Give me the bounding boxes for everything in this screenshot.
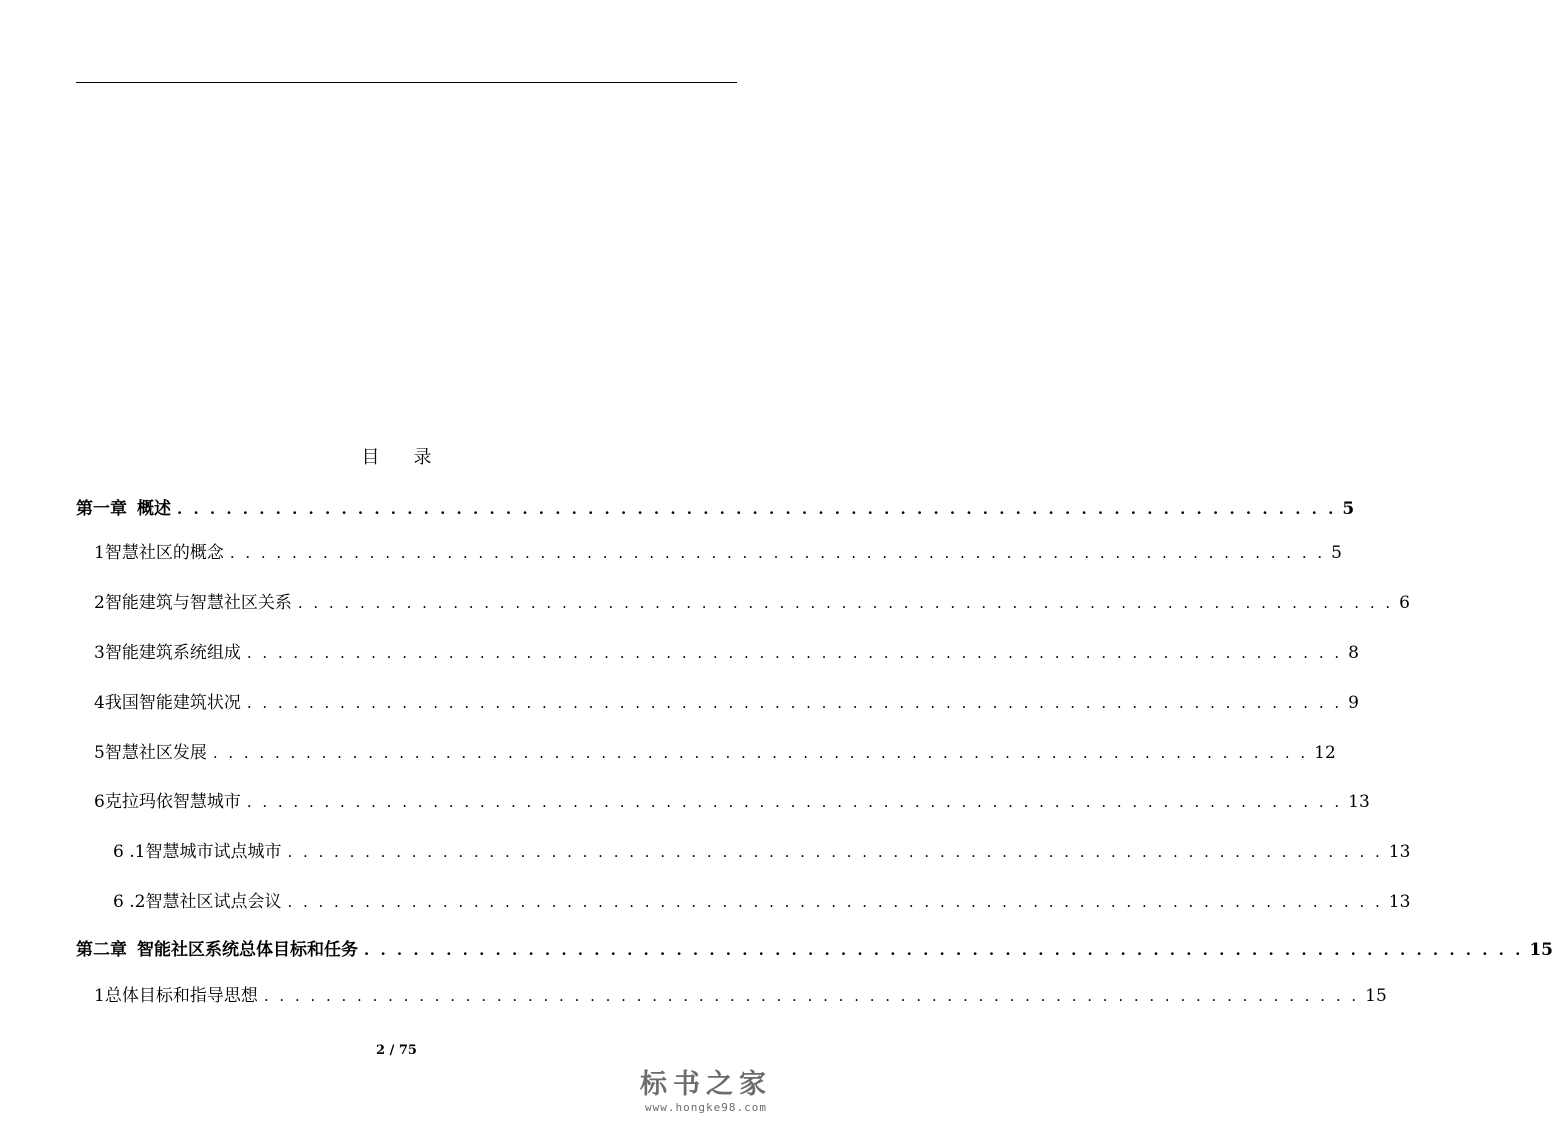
toc-entry-number: 3 — [94, 643, 105, 663]
toc-entry-number: 第二章 — [76, 940, 127, 960]
toc-leader: . . . . . . . . . . . . . . . . . . . . . . . . . . . . . . . . . . . . . . . . . . . . . . . . . . . . . . . . . . . . . . . . . . . . . . . — [212, 744, 1309, 762]
toc-entry-number: 5 — [94, 743, 105, 763]
toc-entry-page: 15 — [1529, 940, 1553, 960]
toc-entry-number: 2 — [94, 593, 105, 613]
toc-entry-section-6[interactable] — [94, 787, 1370, 812]
toc-leader: . . . . . . . . . . . . . . . . . . . . . . . . . . . . . . . . . . . . . . . . . . . . . . . . . . . . . . . . . . . . . . . . . . . . . . . — [287, 843, 1383, 861]
watermark-url: www.hongke98.com — [645, 1101, 767, 1114]
toc-entry-label: 智慧社区试点会议 — [145, 892, 282, 912]
toc-entry-label: 智慧城市试点城市 — [145, 842, 282, 862]
toc-entry-label: 总体目标和指导思想 — [104, 986, 258, 1006]
toc-entry-subsection-6-1[interactable] — [113, 837, 1411, 862]
toc-entry-number: 6 .1 — [113, 842, 146, 862]
toc-entry-number: 6 .2 — [113, 892, 146, 912]
toc-entry-number: 1 — [94, 986, 105, 1006]
toc-leader: . . . . . . . . . . . . . . . . . . . . . . . . . . . . . . . . . . . . . . . . . . . . . . . . . . . . . . . . . . . . . . . . . . . . . . . — [177, 500, 1337, 518]
toc-entry-page: 12 — [1314, 743, 1336, 763]
toc-entry-chapter-2-section-1[interactable] — [94, 981, 1387, 1006]
toc-title — [0, 443, 793, 469]
toc-entry-label: 克拉玛依智慧城市 — [104, 792, 241, 812]
toc-entry-number: 4 — [94, 693, 105, 713]
toc-entry-number: 第一章 — [76, 499, 127, 519]
toc-leader: . . . . . . . . . . . . . . . . . . . . . . . . . . . . . . . . . . . . . . . . . . . . . . . . . . . . . . . . . . . . . . . . . . . . . . . — [246, 793, 1343, 811]
toc-entry-page: 5 — [1331, 543, 1342, 563]
toc-leader: . . . . . . . . . . . . . . . . . . . . . . . . . . . . . . . . . . . . . . . . . . . . . . . . . . . . . . . . . . . . . . . . . . . . . . . — [246, 644, 1343, 662]
toc-title-char-1: 目 — [361, 447, 380, 468]
toc-entry-section-3[interactable] — [94, 638, 1359, 663]
toc-entry-number: 1 — [94, 543, 105, 563]
watermark-logo — [631, 1062, 781, 1114]
toc-entry-label: 概述 — [137, 499, 171, 519]
toc-entry-number: 6 — [94, 792, 105, 812]
toc-entry-page: 6 — [1399, 593, 1410, 613]
header-rule — [76, 82, 737, 83]
page-number-footer: 2 / 75 — [376, 1043, 417, 1058]
watermark-title: 标书之家 — [640, 1069, 772, 1100]
toc-entry-section-5[interactable] — [94, 738, 1336, 763]
toc-leader: . . . . . . . . . . . . . . . . . . . . . . . . . . . . . . . . . . . . . . . . . . . . . . . . . . . . . . . . . . . . . . . . . . . . . . . — [287, 893, 1383, 911]
toc-entry-subsection-6-2[interactable] — [113, 887, 1411, 912]
toc-entry-page: 15 — [1365, 986, 1387, 1006]
toc-entry-page: 9 — [1348, 693, 1359, 713]
toc-entry-chapter-2[interactable] — [76, 935, 1553, 960]
toc-leader: . . . . . . . . . . . . . . . . . . . . . . . . . . . . . . . . . . . . . . . . . . . . . . . . . . . . . . . . . . . . . . . . . . . . . . . — [364, 941, 1524, 959]
toc-leader: . . . . . . . . . . . . . . . . . . . . . . . . . . . . . . . . . . . . . . . . . . . . . . . . . . . . . . . . . . . . . . . . . . . . . . . — [229, 544, 1326, 562]
toc-entry-page: 8 — [1348, 643, 1359, 663]
toc-entry-page: 13 — [1388, 842, 1411, 862]
toc-entry-label: 智慧社区发展 — [104, 743, 207, 763]
toc-title-char-2: 录 — [413, 447, 432, 468]
toc-entry-page: 13 — [1348, 792, 1370, 812]
toc-entry-section-2[interactable] — [94, 588, 1410, 613]
toc-leader: . . . . . . . . . . . . . . . . . . . . . . . . . . . . . . . . . . . . . . . . . . . . . . . . . . . . . . . . . . . . . . . . . . . . . . . — [263, 987, 1360, 1005]
toc-entry-label: 智能建筑系统组成 — [104, 643, 241, 663]
toc-entry-label: 智慧社区的概念 — [104, 543, 224, 563]
toc-entry-label: 智能社区系统总体目标和任务 — [137, 940, 358, 960]
toc-entry-section-4[interactable] — [94, 688, 1359, 713]
toc-entry-chapter-1[interactable] — [76, 494, 1355, 519]
toc-entry-label: 我国智能建筑状况 — [104, 693, 241, 713]
toc-entry-section-1[interactable] — [94, 538, 1342, 563]
toc-entry-label: 智能建筑与智慧社区关系 — [104, 593, 292, 613]
toc-leader: . . . . . . . . . . . . . . . . . . . . . . . . . . . . . . . . . . . . . . . . . . . . . . . . . . . . . . . . . . . . . . . . . . . . . . . — [246, 694, 1343, 712]
toc-leader: . . . . . . . . . . . . . . . . . . . . . . . . . . . . . . . . . . . . . . . . . . . . . . . . . . . . . . . . . . . . . . . . . . . . . . . — [297, 594, 1394, 612]
toc-entry-page: 13 — [1388, 892, 1411, 912]
toc-entry-page: 5 — [1342, 499, 1355, 519]
